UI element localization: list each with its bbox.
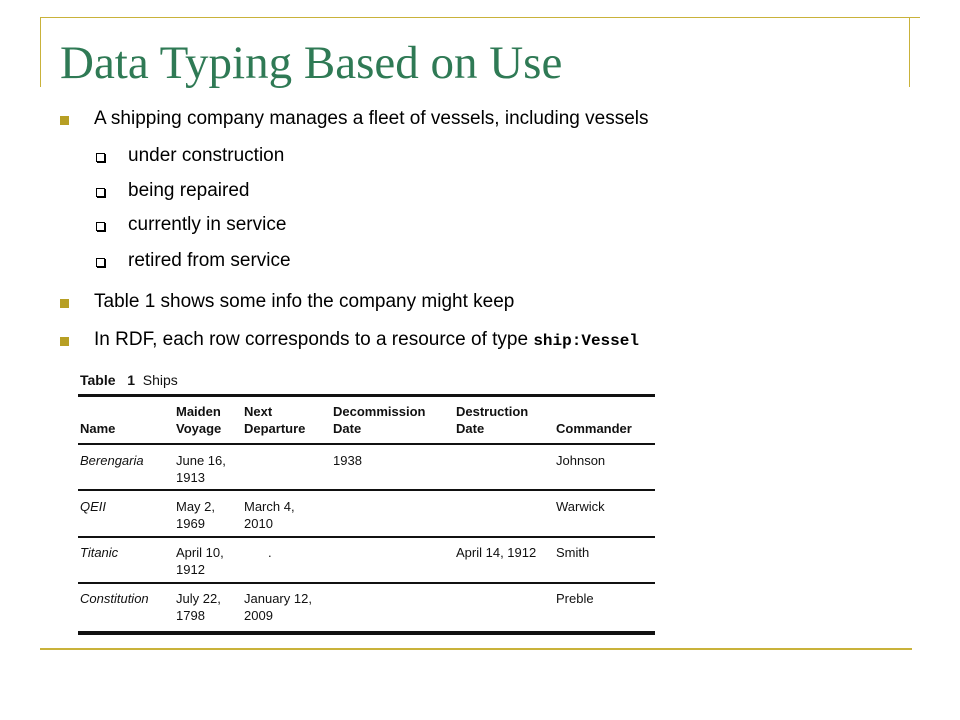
hollow-square-bullet-icon	[96, 222, 105, 231]
cell-next-departure	[244, 590, 312, 624]
cell-commander: Preble	[556, 591, 594, 606]
sub-bullet-text: being repaired	[128, 180, 250, 201]
cell-line: April 10,	[176, 545, 224, 560]
header-line: Departure	[244, 421, 306, 436]
frame-bottom-rule	[40, 648, 912, 650]
table-number: 1	[127, 372, 135, 388]
header-name: Name	[80, 421, 116, 436]
cell-line: July 22,	[176, 591, 221, 606]
cell-destruction-date: April 14, 1912	[456, 545, 537, 560]
cell-line: 1913	[176, 470, 205, 485]
table-row-rule	[78, 582, 655, 584]
cell-line: 1798	[176, 608, 205, 623]
hollow-square-bullet-icon	[96, 153, 105, 162]
table-caption-text: Ships	[142, 372, 178, 388]
bullet-text: Table 1 shows some info the company might keep	[94, 291, 515, 312]
cell-line: 2010	[244, 516, 273, 531]
cell-next-departure	[244, 498, 295, 532]
slide-title: Data Typing Based on Use	[60, 37, 563, 89]
sub-bullet-text: under construction	[128, 145, 285, 166]
cell-maiden-voyage	[176, 452, 226, 486]
bullet-text: A shipping company manages a fleet of vessels, including vessels	[94, 108, 649, 129]
sub-bullet-text: currently in service	[128, 214, 287, 235]
cell-name: Titanic	[80, 545, 119, 560]
cell-line: June 16,	[176, 453, 226, 468]
cell-line: May 2,	[176, 499, 216, 514]
frame-left-rule	[40, 17, 41, 87]
table-row-rule	[78, 536, 655, 538]
table-bottom-rule	[78, 631, 655, 635]
cell-commander: Smith	[556, 545, 590, 560]
hollow-square-bullet-icon	[96, 188, 105, 197]
header-decommission-date	[333, 403, 425, 437]
frame-top-rule	[40, 17, 920, 18]
code-term: ship:Vessel	[533, 332, 639, 350]
header-maiden-voyage	[176, 403, 221, 437]
table-header-rule	[78, 443, 655, 445]
header-line: Destruction	[456, 404, 529, 419]
cell-line: 2009	[244, 608, 273, 623]
cell-line: 1969	[176, 516, 205, 531]
cell-line: March 4,	[244, 499, 295, 514]
cell-commander: Johnson	[556, 453, 606, 468]
header-line: Next	[244, 404, 273, 419]
table-label: Table	[80, 372, 116, 388]
bullet-text-prefix: In RDF, each row corresponds to a resource of type	[94, 329, 534, 350]
header-next-departure	[244, 403, 305, 437]
frame-right-rule	[909, 17, 910, 87]
bullet-text	[94, 329, 639, 351]
header-line: Decommission	[333, 404, 426, 419]
cell-maiden-voyage	[176, 544, 224, 578]
header-line: Date	[333, 421, 362, 436]
table-caption	[80, 372, 178, 388]
square-bullet-icon	[60, 116, 69, 125]
cell-name: QEII	[80, 499, 107, 514]
table-top-rule	[78, 394, 655, 397]
cell-decommission-date: 1938	[333, 453, 362, 468]
sub-bullet-text: retired from service	[128, 250, 291, 271]
table-row-rule	[78, 489, 655, 491]
hollow-square-bullet-icon	[96, 258, 105, 267]
cell-name: Berengaria	[80, 453, 144, 468]
header-line: Maiden	[176, 404, 221, 419]
cell-line: January 12,	[244, 591, 312, 606]
header-destruction-date	[456, 403, 528, 437]
header-commander: Commander	[556, 421, 632, 436]
cell-maiden-voyage	[176, 498, 215, 532]
cell-next-departure: .	[268, 545, 272, 560]
square-bullet-icon	[60, 337, 69, 346]
cell-commander: Warwick	[556, 499, 605, 514]
cell-maiden-voyage	[176, 590, 221, 624]
header-line: Date	[456, 421, 485, 436]
cell-name: Constitution	[80, 591, 149, 606]
cell-line: 1912	[176, 562, 205, 577]
square-bullet-icon	[60, 299, 69, 308]
header-line: Voyage	[176, 421, 222, 436]
ships-table	[78, 367, 658, 637]
